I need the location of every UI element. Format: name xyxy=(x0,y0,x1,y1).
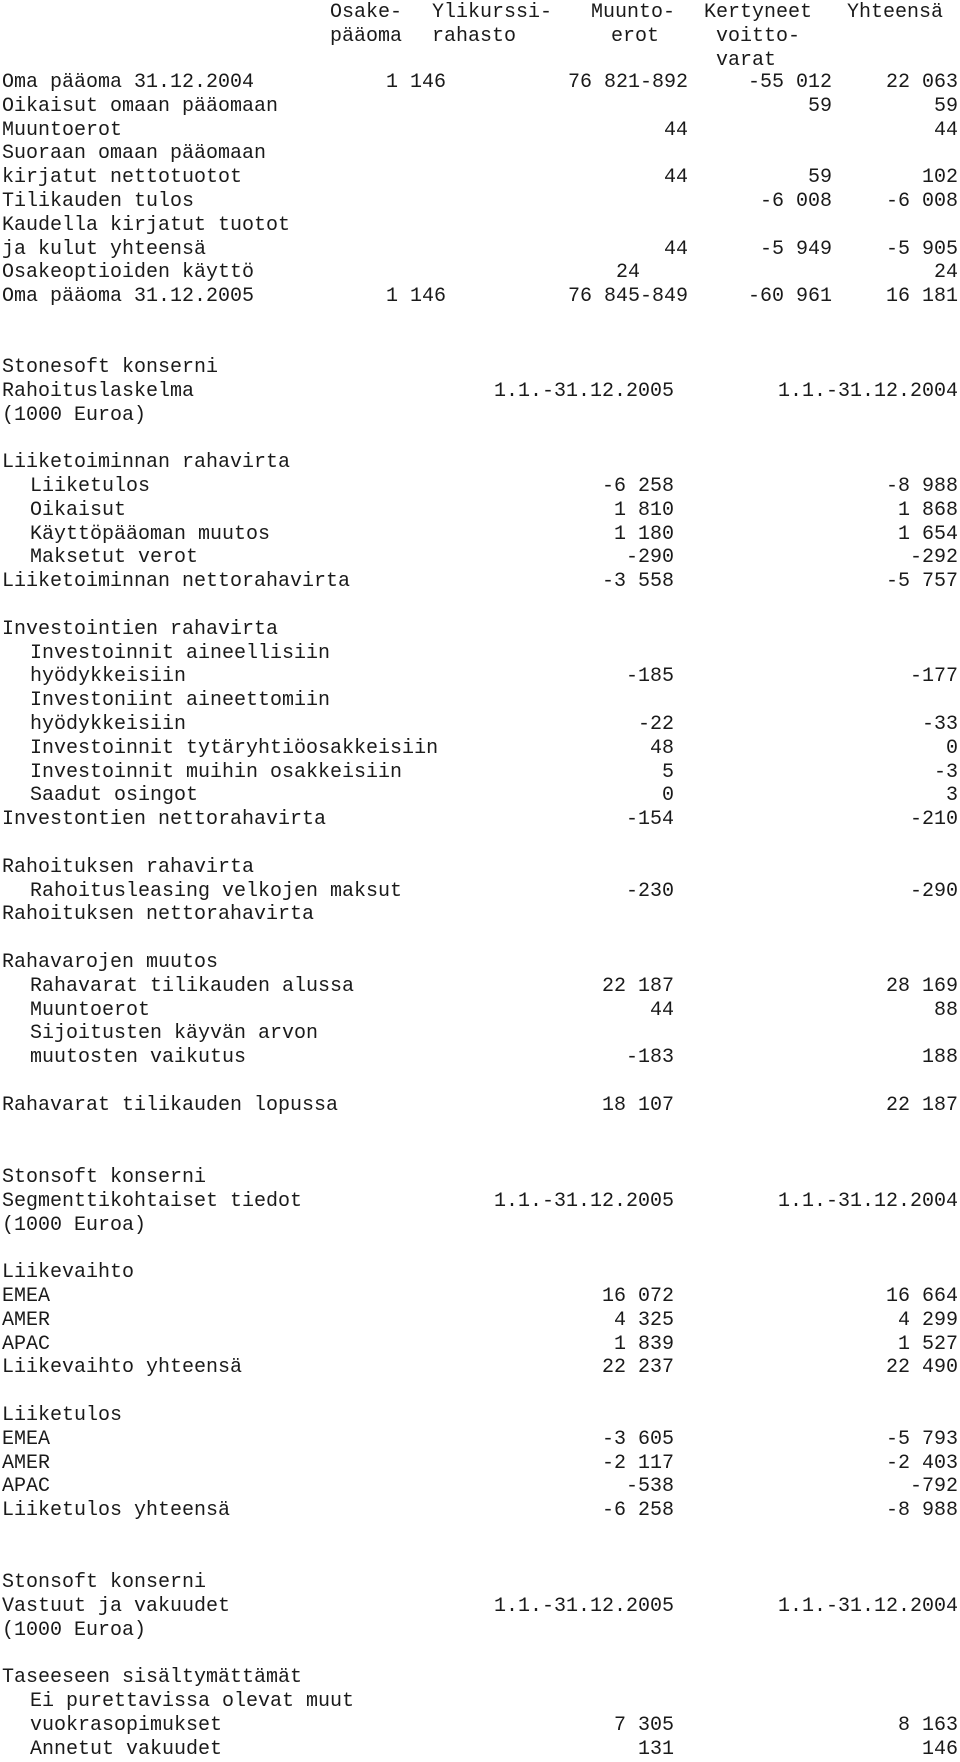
share-premium-value: 24 xyxy=(615,261,640,285)
translation-difference-value: 44 xyxy=(663,118,688,142)
share-capital-value: 1 146 xyxy=(385,285,446,309)
value-2004: -8 988 xyxy=(885,1499,958,1523)
row-label: Oma pääoma 31.12.2004 xyxy=(2,71,255,94)
row-label: hyödykkeisiin xyxy=(30,665,187,689)
row-label: Sijoitusten käyvän arvon xyxy=(30,1022,319,1046)
value-2004: -290 xyxy=(909,879,958,903)
company-name: Stonsoft konserni xyxy=(2,1571,207,1594)
cashflow-row xyxy=(0,880,960,904)
cashflow-row xyxy=(0,903,960,927)
row-label: Rahoitusleasing velkojen maksut xyxy=(30,879,403,903)
cashflow-row xyxy=(0,665,960,689)
value-2005: -183 xyxy=(625,1046,674,1070)
value-2004: 0 xyxy=(945,736,958,760)
value-2005: -3 605 xyxy=(601,1427,674,1451)
company-name: Stonsoft konserni xyxy=(2,1166,207,1189)
row-label: Rahavarat tilikauden lopussa xyxy=(2,1093,339,1117)
equity-table-row xyxy=(0,190,960,214)
row-label: Rahoituksen nettorahavirta xyxy=(2,903,315,927)
retained-earnings-value: -6 008 xyxy=(759,190,832,213)
value-2005: 44 xyxy=(649,998,674,1022)
row-label: muutosten vaikutus xyxy=(30,1046,247,1070)
row-label: Investoinnit tytäryhtiöosakkeisiin xyxy=(30,736,439,760)
value-2004: -3 xyxy=(933,760,958,784)
cashflow-row xyxy=(0,761,960,785)
commitments-unit xyxy=(0,1619,960,1643)
row-label: Kaudella kirjatut tuotot xyxy=(2,213,291,237)
row-label: Oikaisut xyxy=(30,498,127,522)
translation-difference-value: -892 xyxy=(639,71,688,94)
row-label: Liiketulos yhteensä xyxy=(2,1499,231,1523)
cashflow-row xyxy=(0,618,960,642)
value-2004: 1 654 xyxy=(897,522,958,546)
revenue-row xyxy=(0,1356,960,1380)
value-2005: 131 xyxy=(637,1737,674,1761)
row-label: Tilikauden tulos xyxy=(2,190,195,213)
operating-row xyxy=(0,1452,960,1476)
row-label: Investoinnit muihin osakkeisiin xyxy=(30,760,403,784)
equity-column-header: Yhteensä xyxy=(847,1,944,24)
equity-table-row xyxy=(0,142,960,166)
value-2005: -2 117 xyxy=(601,1451,674,1475)
equity-table-row xyxy=(0,214,960,238)
row-label: Rahavarat tilikauden alussa xyxy=(30,974,355,998)
value-2004: 1 527 xyxy=(897,1332,958,1356)
cashflow-row xyxy=(0,451,960,475)
value-2005: -290 xyxy=(625,546,674,570)
value-2005: -6 258 xyxy=(601,1499,674,1523)
row-label: Muuntoerot xyxy=(2,118,123,142)
value-2005: -22 xyxy=(637,713,674,736)
row-label: Rahavarojen muutos xyxy=(2,951,219,974)
section-title: Rahoituslaskelma xyxy=(2,379,195,403)
row-label: Liikevaihto yhteensä xyxy=(2,1356,243,1380)
equity-table-row xyxy=(0,95,960,119)
cashflow-row xyxy=(0,475,960,499)
equity-column-header: voitto- xyxy=(716,25,801,48)
cashflow-row xyxy=(0,642,960,666)
equity-column-header: erot xyxy=(611,25,660,48)
cashflow-row xyxy=(0,999,960,1023)
retained-earnings-value: -55 012 xyxy=(747,71,832,94)
row-label: EMEA xyxy=(2,1285,51,1308)
equity-table-row xyxy=(0,261,960,285)
subsection-title: Liikevaihto xyxy=(2,1261,135,1285)
share-premium-value: 76 821 xyxy=(567,71,640,94)
row-label: Suoraan omaan pääomaan xyxy=(2,142,267,166)
value-2004: 8 163 xyxy=(897,1713,958,1737)
row-label: Annetut vakuudet xyxy=(30,1737,223,1761)
value-2004: 3 xyxy=(945,784,958,808)
row-label: AMER xyxy=(2,1451,51,1475)
total-value: 102 xyxy=(921,166,958,190)
cashflow-row xyxy=(0,570,960,594)
segments-unit xyxy=(0,1214,960,1238)
value-2004: 1 868 xyxy=(897,498,958,522)
cashflow-row xyxy=(0,689,960,713)
equity-table-row xyxy=(0,238,960,262)
row-label: APAC xyxy=(2,1332,51,1356)
value-2005: 0 xyxy=(661,784,674,808)
value-2005: 48 xyxy=(649,736,674,760)
retained-earnings-value: 59 xyxy=(807,94,832,118)
row-label: AMER xyxy=(2,1308,51,1332)
retained-earnings-value: 59 xyxy=(807,166,832,190)
value-2005: -185 xyxy=(625,665,674,689)
cashflow-row xyxy=(0,856,960,880)
value-2004: 4 299 xyxy=(897,1308,958,1332)
share-premium-value: 76 845 xyxy=(567,285,640,309)
cashflow-row xyxy=(0,975,960,999)
translation-difference-value: 44 xyxy=(663,237,688,261)
row-label: Maksetut verot xyxy=(30,546,199,570)
value-2005: 7 305 xyxy=(613,1713,674,1737)
row-label: Oma pääoma 31.12.2005 xyxy=(2,285,255,309)
row-label: vuokrasopimukset xyxy=(30,1713,223,1737)
cashflow-row xyxy=(0,1046,960,1070)
row-label: Investoinnit aineellisiin xyxy=(30,641,331,665)
equity-column-header: pääoma xyxy=(330,25,403,48)
row-label: EMEA xyxy=(2,1427,51,1451)
unit-label: (1000 Euroa) xyxy=(2,1213,147,1237)
equity-table-row xyxy=(0,119,960,143)
total-value: 44 xyxy=(933,118,958,142)
commitment-row xyxy=(0,1714,960,1738)
row-label: ja kulut yhteensä xyxy=(2,237,207,261)
commitments-company xyxy=(0,1571,960,1595)
value-2004: -792 xyxy=(909,1475,958,1499)
cashflow-row xyxy=(0,951,960,975)
value-2005: 22 237 xyxy=(601,1356,674,1380)
commitments-section-title xyxy=(0,1666,960,1690)
subsection-title: Liiketulos xyxy=(2,1404,123,1427)
value-2005: 4 325 xyxy=(613,1308,674,1332)
period-2004-header: 1.1.-31.12.2004 xyxy=(777,1189,958,1213)
unit-label: (1000 Euroa) xyxy=(2,1618,147,1642)
section-title: Vastuut ja vakuudet xyxy=(2,1594,231,1618)
cashflow-row xyxy=(0,784,960,808)
value-2005: 1 180 xyxy=(613,522,674,546)
value-2005: 18 107 xyxy=(601,1093,674,1117)
value-2004: -5 757 xyxy=(885,570,958,594)
value-2004: 188 xyxy=(921,1046,958,1070)
revenue-row xyxy=(0,1333,960,1357)
cashflow-unit xyxy=(0,404,960,428)
row-label: Investontien nettorahavirta xyxy=(2,808,327,832)
period-2005-header: 1.1.-31.12.2005 xyxy=(493,1594,674,1618)
value-2004: -292 xyxy=(909,546,958,570)
value-2005: 1 839 xyxy=(613,1332,674,1356)
value-2004: -5 793 xyxy=(885,1427,958,1451)
equity-column-header: Muunto- xyxy=(591,1,676,24)
cashflow-row xyxy=(0,499,960,523)
total-value: 24 xyxy=(933,261,958,285)
cashflow-row xyxy=(0,737,960,761)
row-label: Liiketoiminnan rahavirta xyxy=(2,451,291,475)
value-2005: 1 810 xyxy=(613,498,674,522)
retained-earnings-value: -60 961 xyxy=(747,285,832,309)
commitment-row xyxy=(0,1738,960,1762)
commitments-title-row xyxy=(0,1595,960,1619)
row-label: kirjatut nettotuotot xyxy=(2,166,243,190)
operating-title xyxy=(0,1404,960,1428)
cashflow-title-row xyxy=(0,380,960,404)
revenue-row xyxy=(0,1309,960,1333)
row-label: Käyttöpääoman muutos xyxy=(30,522,271,546)
value-2005: 16 072 xyxy=(601,1285,674,1308)
value-2005: -6 258 xyxy=(601,475,674,498)
value-2004: -210 xyxy=(909,808,958,832)
value-2005: -538 xyxy=(625,1475,674,1499)
value-2004: -33 xyxy=(921,713,958,736)
row-label: Osakeoptioiden käyttö xyxy=(2,261,255,285)
translation-difference-value: -849 xyxy=(639,285,688,309)
operating-row xyxy=(0,1428,960,1452)
total-value: 22 063 xyxy=(885,71,958,94)
equity-column-header: Osake- xyxy=(330,1,403,24)
value-2004: 22 187 xyxy=(885,1093,958,1117)
revenue-row xyxy=(0,1285,960,1309)
row-label: Liiketoiminnan nettorahavirta xyxy=(2,570,351,594)
cashflow-row xyxy=(0,808,960,832)
equity-column-header: varat xyxy=(716,49,777,72)
cashflow-row xyxy=(0,1022,960,1046)
value-2004: 22 490 xyxy=(885,1356,958,1380)
value-2004: 88 xyxy=(933,998,958,1022)
total-value: -5 905 xyxy=(885,237,958,261)
translation-difference-value: 44 xyxy=(663,166,688,190)
value-2004: -177 xyxy=(909,665,958,689)
section-title: Segmenttikohtaiset tiedot xyxy=(2,1189,303,1213)
value-2005: -154 xyxy=(625,808,674,832)
value-2005: 22 187 xyxy=(601,974,674,998)
row-label: Investoniint aineettomiin xyxy=(30,689,331,713)
value-2004: -2 403 xyxy=(885,1451,958,1475)
row-label: Liiketulos xyxy=(30,475,151,498)
cashflow-company xyxy=(0,356,960,380)
row-label: Ei purettavissa olevat muut xyxy=(30,1690,355,1713)
revenue-title xyxy=(0,1261,960,1285)
value-2005: -230 xyxy=(625,879,674,903)
period-2005-header: 1.1.-31.12.2005 xyxy=(493,1189,674,1213)
share-capital-value: 1 146 xyxy=(385,71,446,94)
retained-earnings-value: -5 949 xyxy=(759,237,832,261)
total-value: 59 xyxy=(933,94,958,118)
value-2004: 28 169 xyxy=(885,974,958,998)
equity-column-header: Kertyneet xyxy=(704,1,813,24)
equity-column-header: rahasto xyxy=(432,25,517,48)
segments-title-row xyxy=(0,1190,960,1214)
company-name: Stonesoft konserni xyxy=(2,356,219,379)
segments-company xyxy=(0,1166,960,1190)
equity-table-row xyxy=(0,166,960,190)
row-label: Rahoituksen rahavirta xyxy=(2,855,255,879)
cashflow-row xyxy=(0,713,960,737)
cashflow-row xyxy=(0,523,960,547)
value-2005: 5 xyxy=(661,760,674,784)
equity-table-row xyxy=(0,285,960,309)
value-2005: -3 558 xyxy=(601,570,674,594)
row-label: Investointien rahavirta xyxy=(2,617,279,641)
equity-table-row xyxy=(0,71,960,95)
row-label: Oikaisut omaan pääomaan xyxy=(2,94,279,118)
cashflow-row xyxy=(0,1094,960,1118)
operating-row xyxy=(0,1499,960,1523)
period-2004-header: 1.1.-31.12.2004 xyxy=(777,379,958,403)
period-2004-header: 1.1.-31.12.2004 xyxy=(777,1594,958,1618)
row-label: Muuntoerot xyxy=(30,998,151,1022)
unit-label: (1000 Euroa) xyxy=(2,403,147,427)
row-label: hyödykkeisiin xyxy=(30,713,187,736)
equity-column-header: Ylikurssi- xyxy=(432,1,553,24)
row-label: Saadut osingot xyxy=(30,784,199,808)
period-2005-header: 1.1.-31.12.2005 xyxy=(493,379,674,403)
value-2004: -8 988 xyxy=(885,475,958,498)
commitment-row xyxy=(0,1690,960,1714)
value-2004: 16 664 xyxy=(885,1285,958,1308)
total-value: 16 181 xyxy=(885,285,958,309)
total-value: -6 008 xyxy=(885,190,958,213)
row-label: APAC xyxy=(2,1475,51,1499)
value-2004: 146 xyxy=(921,1737,958,1761)
operating-row xyxy=(0,1475,960,1499)
subsection-title: Taseeseen sisältymättämät xyxy=(2,1666,303,1690)
cashflow-row xyxy=(0,546,960,570)
